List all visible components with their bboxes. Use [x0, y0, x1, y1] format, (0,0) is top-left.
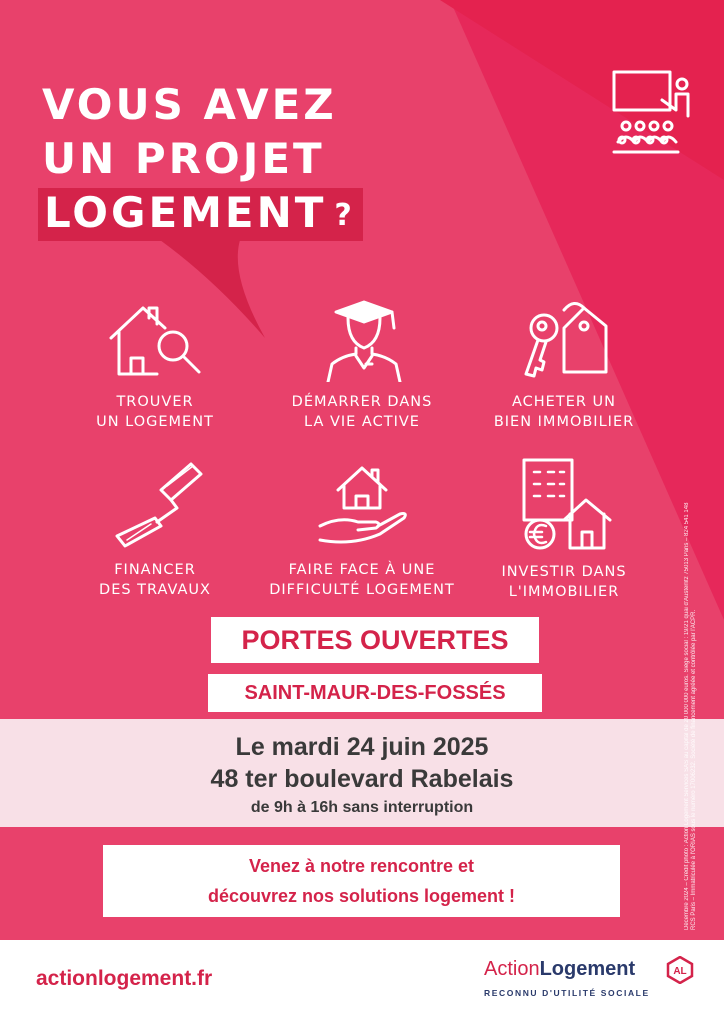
- brand-name: [484, 958, 635, 981]
- al-logo-icon: [666, 956, 694, 984]
- graduate-icon: [312, 298, 412, 382]
- event-title: PORTES OUVERTES: [211, 617, 539, 663]
- headline-question-mark: ?: [334, 197, 355, 233]
- cta-line-2: découvrez nos solutions logement !: [207, 886, 516, 906]
- paint-roller-icon: [105, 460, 205, 550]
- footer: [0, 940, 724, 1024]
- event-details: [0, 719, 724, 827]
- headline: [42, 78, 363, 241]
- event-city: SAINT-MAUR-DES-FOSSÉS: [208, 674, 542, 712]
- call-to-action: [103, 845, 620, 917]
- service-label-3-line-1: ACHETER UN: [511, 394, 617, 410]
- service-find-housing: [50, 300, 260, 432]
- legal-text: Décembre 2024 – Crédit photo : Action Logement Services SAS au capital de 20 000 000 euros. Siège social : 19/21 quai d'Austerlitz 75013 Paris – 824 541 148 RCS Paris – Immatriculée à l'ORIAS sous le numéro 17006232. Société de financement agréée et contrôlée par l'ACPR.: [684, 502, 697, 930]
- service-label-4-line-2: DES TRAVAUX: [99, 582, 211, 598]
- brand-tagline: RECONNU D'UTILITÉ SOCIALE: [484, 988, 650, 998]
- service-label-1-line-2: UN LOGEMENT: [96, 414, 214, 430]
- house-search-icon: [105, 300, 205, 382]
- event-hours: de 9h à 16h sans interruption: [250, 799, 474, 816]
- service-start-active-life: [257, 298, 467, 432]
- service-housing-difficulty: [257, 460, 467, 600]
- service-label-5-line-2: DIFFICULTÉ LOGEMENT: [269, 582, 455, 598]
- service-label-2-line-2: LA VIE ACTIVE: [304, 414, 420, 430]
- brand-name-action: Action: [484, 958, 540, 980]
- logo-letters: AL: [673, 966, 687, 977]
- service-invest-real-estate: [459, 456, 669, 602]
- brand-name-logement: Logement: [539, 958, 636, 980]
- website-link[interactable]: actionlogement.fr: [36, 967, 213, 990]
- headline-line-3: [42, 186, 363, 241]
- building-euro-icon: [514, 456, 614, 552]
- presentation-icon: [612, 70, 696, 154]
- headline-line-2: UN PROJET: [42, 134, 325, 183]
- service-label-5-line-1: FAIRE FACE À UNE: [288, 562, 436, 578]
- service-label-4-line-1: FINANCER: [114, 562, 196, 578]
- headline-highlight: [38, 188, 363, 241]
- service-label-3-line-2: BIEN IMMOBILIER: [493, 414, 635, 430]
- house-hand-icon: [312, 460, 412, 550]
- service-label-6-line-2: L'IMMOBILIER: [508, 584, 620, 600]
- service-label-1-line-1: TROUVER: [116, 394, 194, 410]
- headline-line-1: VOUS AVEZ: [42, 80, 337, 129]
- event-date: Le mardi 24 juin 2025: [235, 733, 489, 761]
- headline-logement: LOGEMENT: [44, 188, 327, 237]
- cta-line-1: Venez à notre rencontre et: [248, 856, 475, 876]
- key-tag-icon: [514, 298, 614, 382]
- service-buy-property: [459, 298, 669, 432]
- event-address: 48 ter boulevard Rabelais: [210, 765, 514, 793]
- service-label-6-line-1: INVESTIR DANS: [501, 564, 627, 580]
- legal-notice: [684, 500, 714, 930]
- service-label-2-line-1: DÉMARRER DANS: [291, 394, 433, 410]
- service-finance-works: [50, 460, 260, 600]
- brand-logo: [484, 958, 696, 1008]
